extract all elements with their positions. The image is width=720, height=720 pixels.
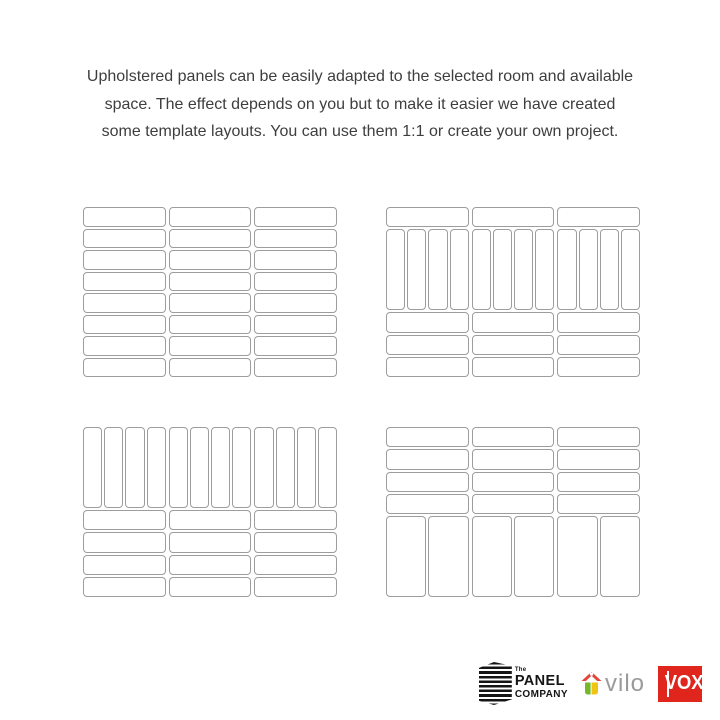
layout-row <box>386 357 640 377</box>
panel-group <box>254 510 337 530</box>
upholstered-panel <box>557 229 576 310</box>
upholstered-panel <box>514 229 533 310</box>
panel-group <box>472 312 555 332</box>
panel-group <box>169 250 252 270</box>
panel-group <box>254 229 337 249</box>
layout-row <box>386 335 640 355</box>
upholstered-panel <box>83 532 166 552</box>
upholstered-panel <box>169 427 188 508</box>
intro-line-1: Upholstered panels can be easily adapted to the selected room and available <box>86 68 634 85</box>
layout-row <box>83 532 337 552</box>
upholstered-panel <box>557 335 640 355</box>
panel-group <box>254 272 337 292</box>
layout-row <box>386 449 640 469</box>
upholstered-panel <box>147 427 166 508</box>
upholstered-panel <box>254 336 337 356</box>
upholstered-panel <box>386 229 405 310</box>
upholstered-panel <box>254 315 337 335</box>
panel-group <box>557 312 640 332</box>
panel-group <box>386 427 469 447</box>
upholstered-panel <box>169 577 252 597</box>
layout-template-mixed-verticals-middle <box>386 207 640 377</box>
layout-row <box>83 272 337 292</box>
upholstered-panel <box>472 472 555 492</box>
panel-group <box>386 207 469 227</box>
upholstered-panel <box>472 516 512 597</box>
upholstered-panel <box>276 427 295 508</box>
upholstered-panel <box>104 427 123 508</box>
panel-group <box>472 207 555 227</box>
layout-templates-grid <box>83 207 640 597</box>
upholstered-panel <box>254 272 337 292</box>
upholstered-panel <box>407 229 426 310</box>
panel-group <box>169 358 252 378</box>
upholstered-panel <box>386 494 469 514</box>
upholstered-panel <box>386 357 469 377</box>
layout-row <box>83 510 337 530</box>
upholstered-panel <box>472 229 491 310</box>
panel-group <box>169 555 252 575</box>
upholstered-panel <box>254 207 337 227</box>
upholstered-panel <box>254 577 337 597</box>
upholstered-panel <box>169 207 252 227</box>
upholstered-panel <box>83 577 166 597</box>
upholstered-panel <box>83 358 166 378</box>
upholstered-panel <box>232 427 251 508</box>
panel-company-the: The <box>514 666 527 673</box>
vilo-wordmark: vilo <box>604 669 645 697</box>
panel-group <box>83 207 166 227</box>
upholstered-panel <box>83 229 166 249</box>
upholstered-panel <box>169 272 252 292</box>
panel-company-wordmark <box>515 667 568 701</box>
panel-group <box>83 336 166 356</box>
layout-row <box>83 555 337 575</box>
upholstered-panel <box>386 449 469 469</box>
upholstered-panel <box>557 357 640 377</box>
panel-group <box>557 357 640 377</box>
panel-group <box>472 494 555 514</box>
upholstered-panel <box>169 229 252 249</box>
upholstered-panel <box>472 207 555 227</box>
panel-group <box>169 293 252 313</box>
intro-text <box>0 63 720 146</box>
layout-row <box>386 229 640 310</box>
upholstered-panel <box>83 336 166 356</box>
upholstered-panel <box>169 336 252 356</box>
panel-group <box>472 449 555 469</box>
panel-group <box>169 207 252 227</box>
panel-group <box>83 272 166 292</box>
panel-group <box>169 577 252 597</box>
upholstered-panel <box>254 555 337 575</box>
upholstered-panel <box>190 427 209 508</box>
upholstered-panel <box>472 357 555 377</box>
panel-group <box>472 335 555 355</box>
panel-group <box>557 335 640 355</box>
vilo-logo <box>581 670 645 698</box>
panel-group <box>472 516 555 597</box>
panel-group <box>169 427 252 508</box>
layout-row <box>386 427 640 447</box>
upholstered-panel <box>83 510 166 530</box>
layout-template-horizontal-rows <box>83 207 337 377</box>
upholstered-panel <box>472 494 555 514</box>
panel-group <box>472 229 555 310</box>
upholstered-panel <box>472 335 555 355</box>
panel-group <box>169 272 252 292</box>
vox-logo <box>658 666 702 702</box>
layout-template-verticals-top <box>83 427 337 597</box>
upholstered-panel <box>557 494 640 514</box>
upholstered-panel <box>428 516 468 597</box>
panel-group <box>386 312 469 332</box>
upholstered-panel <box>83 427 102 508</box>
layout-row <box>83 293 337 313</box>
upholstered-panel <box>211 427 230 508</box>
intro-line-2: space. The effect depends on you but to make it easier we have created <box>104 95 616 113</box>
upholstered-panel <box>169 293 252 313</box>
panel-group <box>472 427 555 447</box>
panel-group <box>83 250 166 270</box>
panel-group <box>83 293 166 313</box>
upholstered-panel <box>600 229 619 310</box>
panel-group <box>386 494 469 514</box>
upholstered-panel <box>254 427 273 508</box>
upholstered-panel <box>535 229 554 310</box>
upholstered-panel <box>557 472 640 492</box>
upholstered-panel <box>83 272 166 292</box>
upholstered-panel <box>83 555 166 575</box>
upholstered-panel <box>125 427 144 508</box>
vilo-house-icon <box>581 671 602 696</box>
layout-row <box>386 312 640 332</box>
panel-group <box>254 427 337 508</box>
vox-wordmark: VOX <box>664 672 704 694</box>
panel-group <box>386 449 469 469</box>
upholstered-panel <box>472 312 555 332</box>
panel-group <box>386 357 469 377</box>
panel-group <box>83 532 166 552</box>
panel-group <box>169 336 252 356</box>
panel-group <box>169 532 252 552</box>
panel-group <box>386 472 469 492</box>
layout-row <box>83 358 337 378</box>
panel-group <box>254 577 337 597</box>
panel-group <box>83 577 166 597</box>
panel-group <box>557 229 640 310</box>
upholstered-panel <box>297 427 316 508</box>
panel-group <box>386 229 469 310</box>
panel-group <box>83 315 166 335</box>
panel-group <box>83 555 166 575</box>
upholstered-panel <box>318 427 337 508</box>
panel-group <box>169 510 252 530</box>
panel-group <box>254 358 337 378</box>
upholstered-panel <box>514 516 554 597</box>
panel-group <box>83 229 166 249</box>
panel-group <box>557 427 640 447</box>
layout-row <box>83 250 337 270</box>
upholstered-panel <box>557 516 597 597</box>
upholstered-panel <box>169 315 252 335</box>
panel-company-company: COMPANY <box>514 689 568 701</box>
layout-row <box>386 207 640 227</box>
layout-row <box>386 494 640 514</box>
upholstered-panel <box>557 449 640 469</box>
layout-row <box>386 472 640 492</box>
upholstered-panel <box>600 516 640 597</box>
upholstered-panel <box>83 250 166 270</box>
upholstered-panel <box>428 229 447 310</box>
panel-group <box>169 229 252 249</box>
upholstered-panel <box>83 315 166 335</box>
upholstered-panel <box>254 358 337 378</box>
upholstered-panel <box>169 532 252 552</box>
upholstered-panel <box>386 516 426 597</box>
panel-group <box>254 315 337 335</box>
panel-group <box>386 516 469 597</box>
layout-row <box>386 516 640 597</box>
upholstered-panel <box>83 293 166 313</box>
upholstered-panel <box>579 229 598 310</box>
upholstered-panel <box>169 250 252 270</box>
upholstered-panel <box>83 207 166 227</box>
panel-group <box>557 516 640 597</box>
panel-company-building-icon <box>479 662 512 705</box>
panel-group <box>254 293 337 313</box>
panel-company-logo <box>479 662 568 705</box>
panel-group <box>254 250 337 270</box>
upholstered-panel <box>557 427 640 447</box>
upholstered-panel <box>450 229 469 310</box>
panel-group <box>83 510 166 530</box>
upholstered-panel <box>386 335 469 355</box>
panel-company-panel: PANEL <box>514 672 565 689</box>
footer-brand-logos <box>479 662 702 705</box>
upholstered-panel <box>621 229 640 310</box>
panel-group <box>386 335 469 355</box>
upholstered-panel <box>493 229 512 310</box>
panel-group <box>254 555 337 575</box>
panel-group <box>83 427 166 508</box>
upholstered-panel <box>386 427 469 447</box>
panel-group <box>254 207 337 227</box>
panel-group <box>254 336 337 356</box>
panel-group <box>472 357 555 377</box>
upholstered-panel <box>169 555 252 575</box>
upholstered-panel <box>472 449 555 469</box>
upholstered-panel <box>557 207 640 227</box>
upholstered-panel <box>254 250 337 270</box>
upholstered-panel <box>386 312 469 332</box>
upholstered-panel <box>386 207 469 227</box>
panel-group <box>254 532 337 552</box>
layout-row <box>83 336 337 356</box>
layout-template-verticals-bottom <box>386 427 640 597</box>
intro-line-3: some template layouts. You can use them 1:1 or create your own project. <box>101 123 619 140</box>
layout-row <box>83 315 337 335</box>
panel-group <box>557 472 640 492</box>
upholstered-panel <box>254 510 337 530</box>
panel-group <box>83 358 166 378</box>
panel-group <box>557 494 640 514</box>
panel-group <box>557 449 640 469</box>
upholstered-panel <box>254 229 337 249</box>
panel-group <box>472 472 555 492</box>
upholstered-panel <box>169 510 252 530</box>
upholstered-panel <box>557 312 640 332</box>
layout-row <box>83 229 337 249</box>
layout-row <box>83 577 337 597</box>
upholstered-panel <box>254 532 337 552</box>
layout-row <box>83 207 337 227</box>
upholstered-panel <box>254 293 337 313</box>
layout-row <box>83 427 337 508</box>
panel-group <box>169 315 252 335</box>
upholstered-panel <box>169 358 252 378</box>
upholstered-panel <box>472 427 555 447</box>
panel-group <box>557 207 640 227</box>
upholstered-panel <box>386 472 469 492</box>
